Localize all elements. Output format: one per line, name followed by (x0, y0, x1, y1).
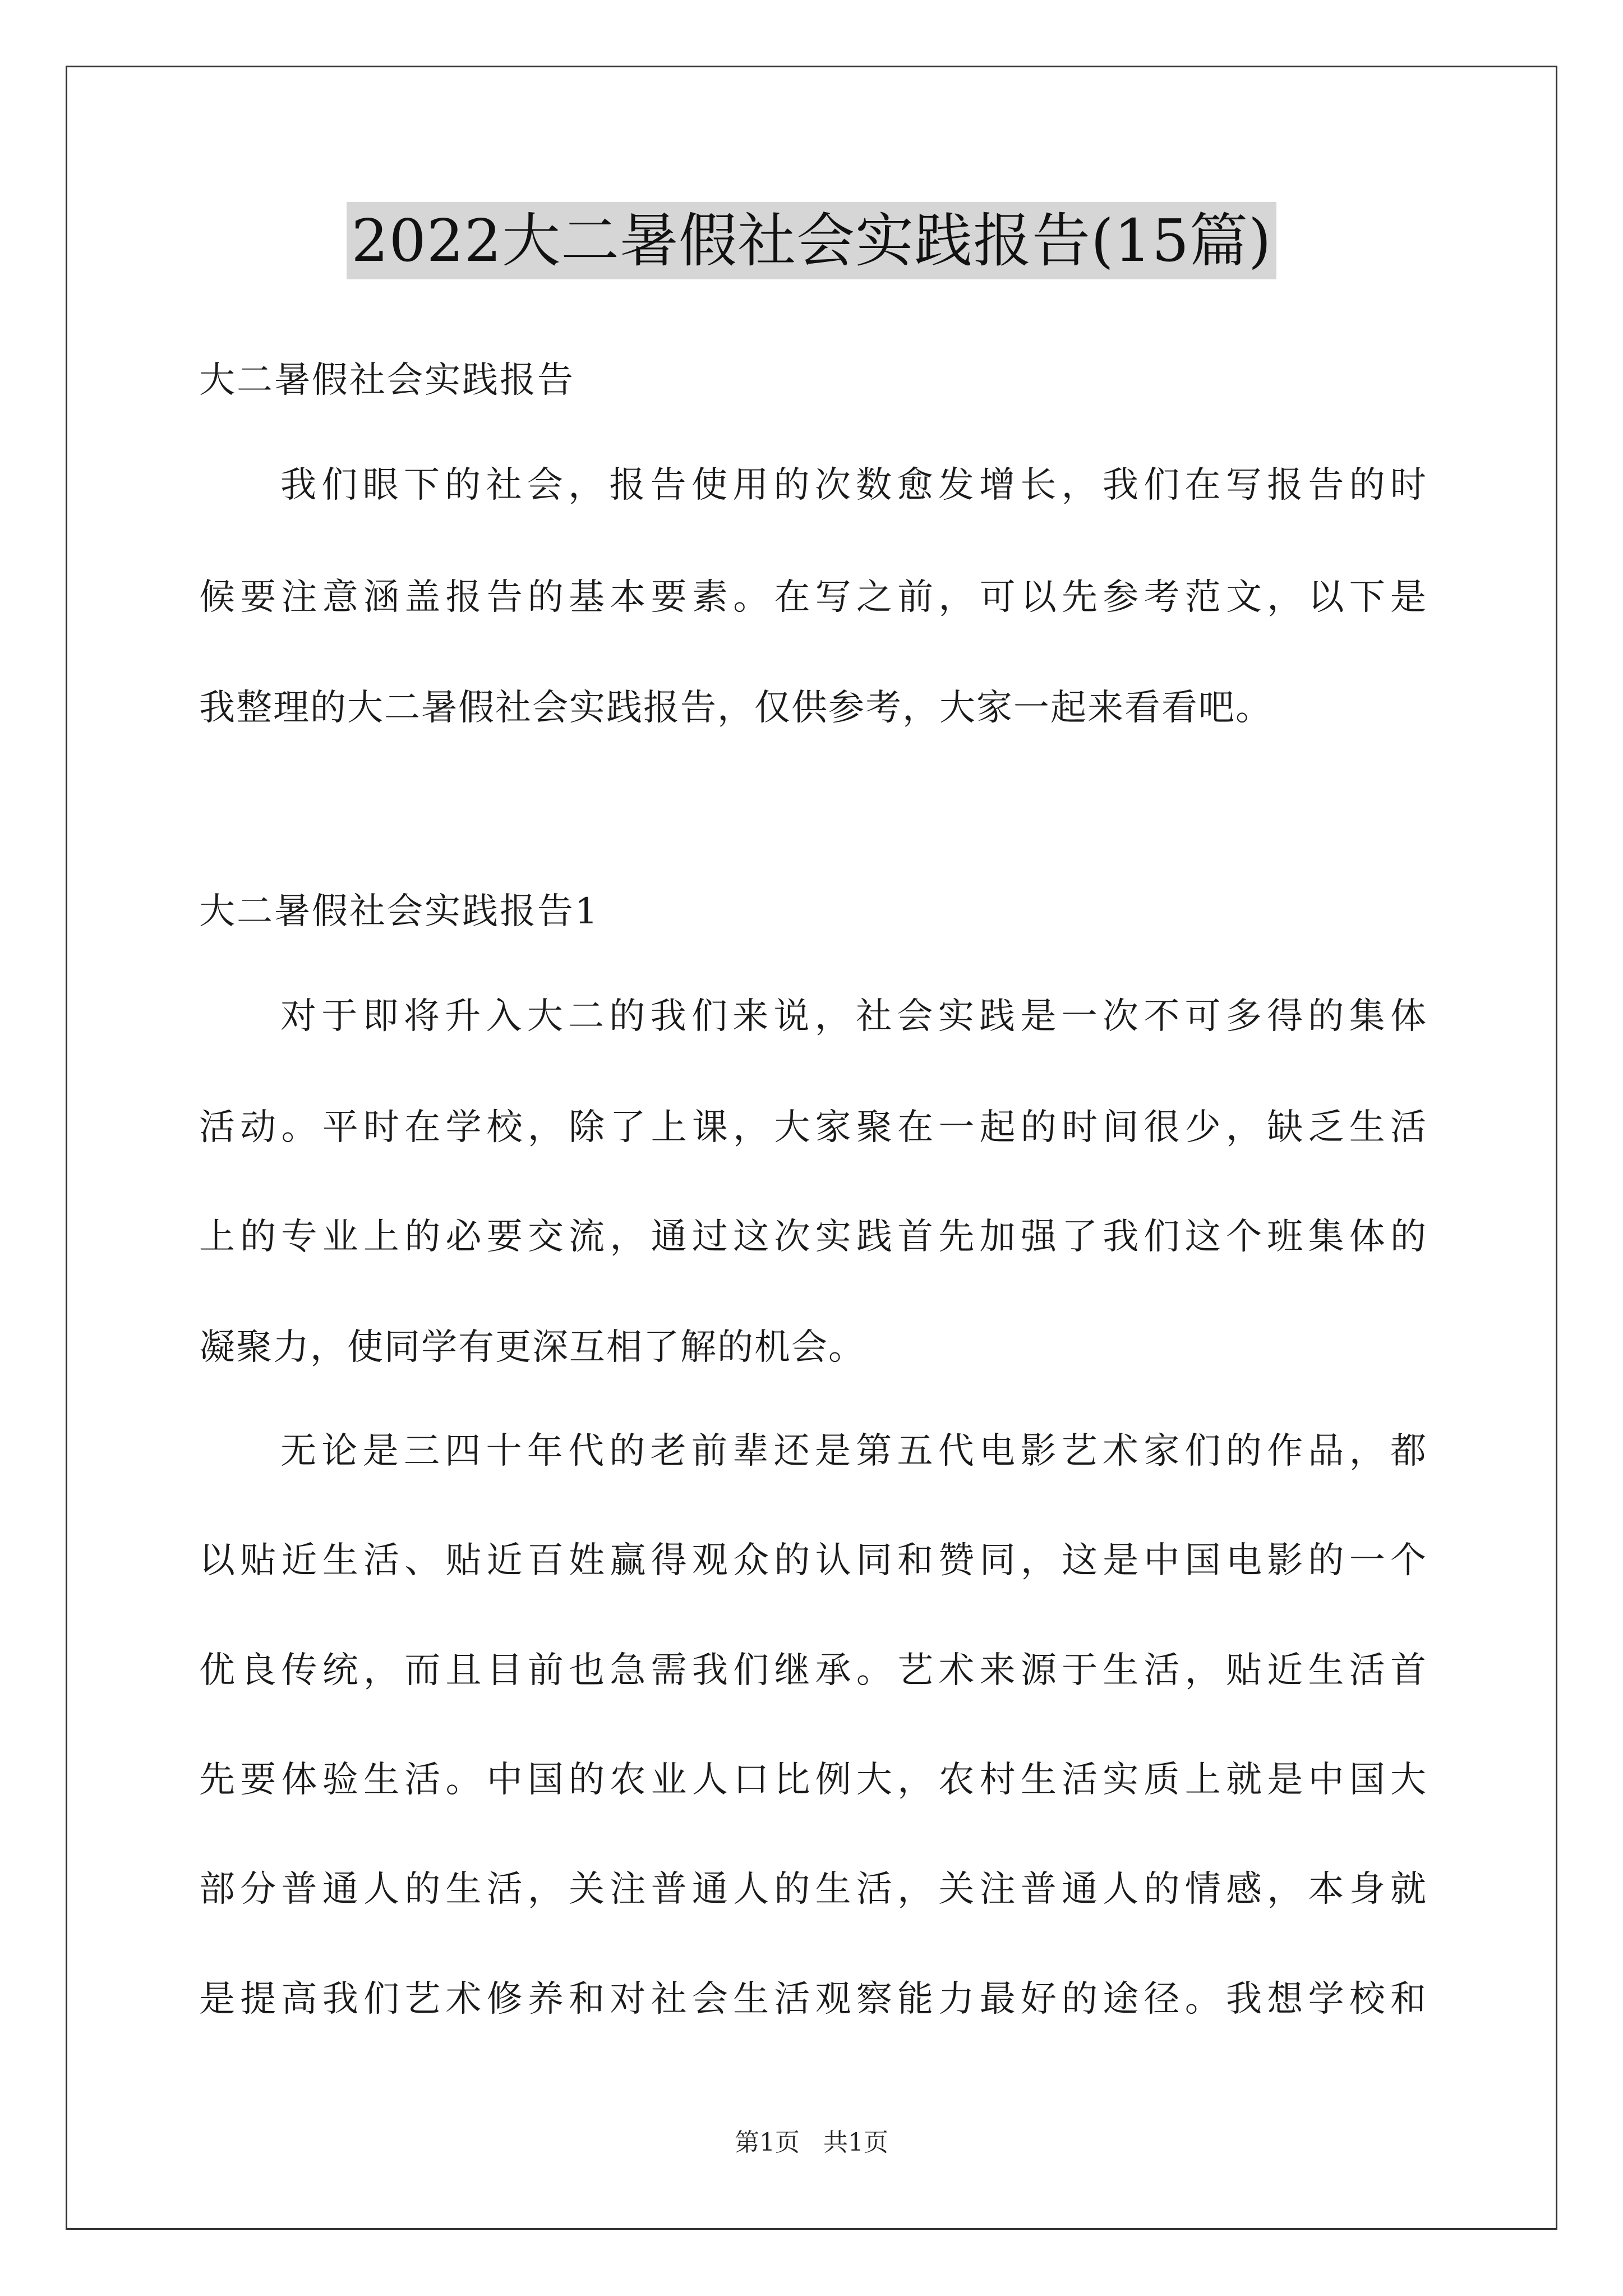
paragraph-line: 活动。平时在学校，除了上课，大家聚在一起的时间很少，缺乏生活 (199, 1107, 1427, 1148)
paragraph-line: 无论是三四十年代的老前辈还是第五代电影艺术家们的作品，都 (280, 1430, 1427, 1472)
page-total: 共1页 (823, 2128, 888, 2157)
page-footer (0, 2127, 1623, 2159)
paragraph-line: 以贴近生活、贴近百姓赢得观众的认同和赞同，这是中国电影的一个 (199, 1540, 1427, 1581)
intro-line: 我们眼下的社会，报告使用的次数愈发增长，我们在写报告的时 (280, 464, 1427, 506)
section-heading-1: 大二暑假社会实践报告1 (199, 891, 600, 932)
paragraph-line: 上的专业上的必要交流，通过这次实践首先加强了我们这个班集体的 (199, 1216, 1427, 1258)
paragraph-line: 是提高我们艺术修养和对社会生活观察能力最好的途径。我想学校和 (199, 1978, 1427, 2020)
paragraph-line: 对于即将升入大二的我们来说，社会实践是一次不可多得的集体 (280, 996, 1427, 1037)
title-wrapper (0, 202, 1623, 279)
paragraph-line: 优良传统，而且目前也急需我们继承。艺术来源于生活，贴近生活首 (199, 1650, 1427, 1691)
paragraph-line: 凝聚力，使同学有更深互相了解的机会。 (199, 1327, 865, 1368)
intro-line: 我整理的大二暑假社会实践报告，仅供参考，大家一起来看看吧。 (199, 687, 1272, 729)
section-heading-intro: 大二暑假社会实践报告 (199, 360, 575, 401)
paragraph-line: 部分普通人的生活，关注普通人的生活，关注普通人的情感，本身就 (199, 1869, 1427, 1910)
intro-line: 候要注意涵盖报告的基本要素。在写之前，可以先参考范文，以下是 (199, 577, 1427, 618)
document-title: 2022大二暑假社会实践报告(15篇) (347, 202, 1276, 279)
paragraph-line: 先要体验生活。中国的农业人口比例大，农村生活实质上就是中国大 (199, 1759, 1427, 1801)
page-number: 第1页 (735, 2128, 800, 2157)
